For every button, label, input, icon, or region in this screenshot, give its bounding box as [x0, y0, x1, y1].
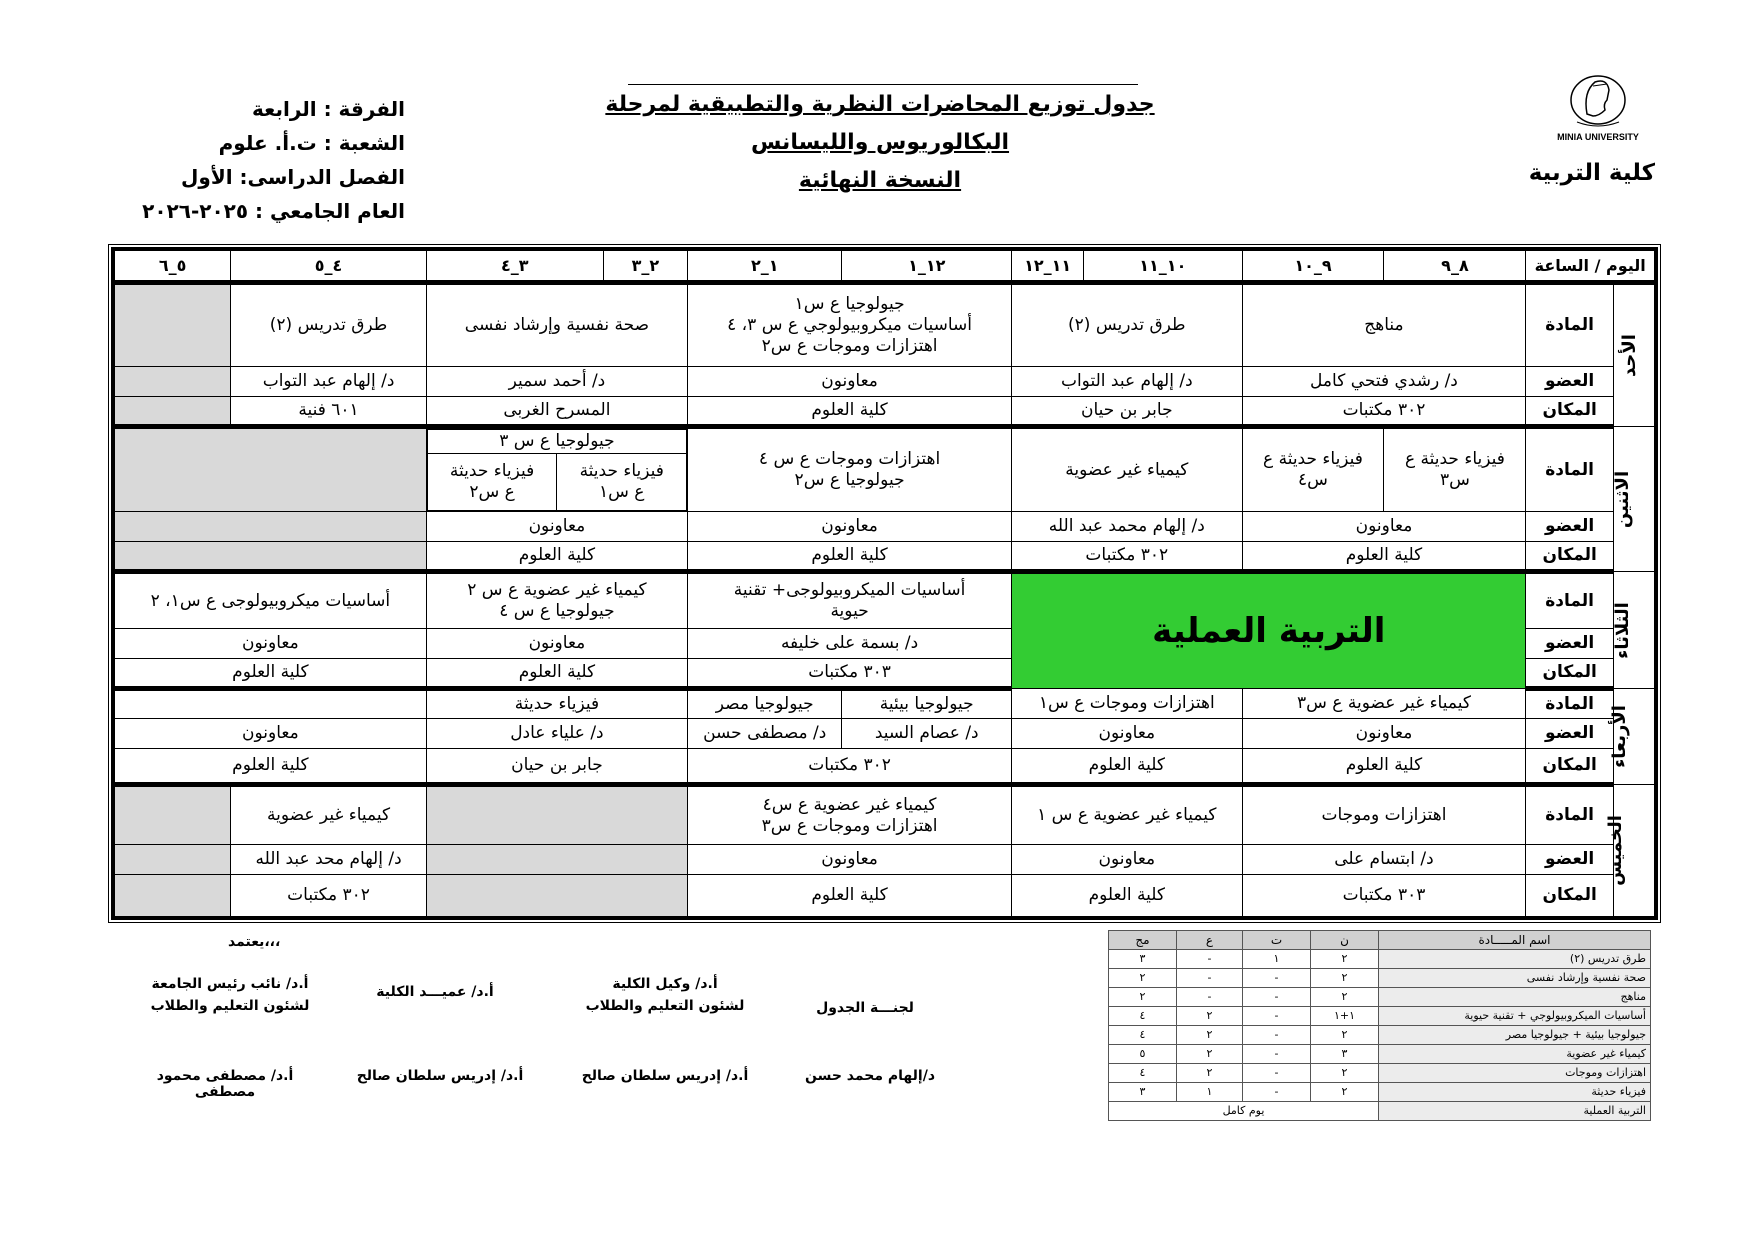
vice-dean-title-line2: لشئون التعليم والطلاب: [585, 998, 745, 1014]
table-row: صحة نفسية وإرشاد نفسى ٢ - - ٢: [1109, 969, 1651, 988]
thursday-subject-row: [115, 785, 1655, 845]
schedule-cell: ٣٠٢ مكتبات: [1242, 397, 1526, 427]
practical-education-block: التربية العملية: [1012, 571, 1526, 688]
schedule-cell: معاونون: [1012, 845, 1242, 875]
schedule-cell: اهتزازات وموجات: [1242, 785, 1526, 845]
time-slot: ١١_١٢: [1012, 251, 1084, 283]
wednesday-place-row: [115, 749, 1655, 785]
committee-title: لجنـــة الجدول: [816, 1000, 914, 1016]
empty-cell: [115, 689, 427, 719]
schedule-cell: معاونون: [688, 512, 1012, 542]
thursday-place-row: [115, 874, 1655, 916]
time-slot: ٢_٣: [603, 251, 687, 283]
time-slot: ٣_٤: [426, 251, 603, 283]
row-label: المادة: [1526, 785, 1613, 845]
title-rule: [628, 84, 1138, 85]
schedule-cell: د/ رشدي فتحي كامل: [1242, 367, 1526, 397]
thursday-member-row: [115, 845, 1655, 875]
row-label: العضو: [1526, 845, 1613, 875]
schedule-cell: فيزياء حديثة ع س٤: [1242, 427, 1384, 512]
schedule-cell: كيمياء غير عضوية: [1012, 427, 1242, 512]
row-label: المكان: [1526, 874, 1613, 916]
dean-title: أ.د/ عميـــد الكلية: [376, 984, 494, 1000]
time-slot: ٨_٩: [1384, 251, 1526, 283]
version-label: النسخة النهائية: [798, 168, 962, 193]
row-label: المكان: [1526, 659, 1613, 689]
schedule-cell: كلية العلوم: [1012, 749, 1242, 785]
split-cell: [426, 427, 687, 512]
schedule-cell: د/ إلهام عبد التواب: [231, 367, 426, 397]
approval-label: يعتمد،،،: [228, 934, 281, 950]
schedule-cell: ٣٠٣ مكتبات: [1242, 874, 1526, 916]
schedule-table: [111, 247, 1658, 920]
schedule-cell: د/ أحمد سمير: [426, 367, 687, 397]
schedule-cell: كلية العلوم: [688, 874, 1012, 916]
info-division: الشعبة : ت.أ. علوم: [218, 131, 405, 155]
college-name: كلية التربية: [1528, 160, 1655, 186]
schedule-cell: أساسيات الميكروبيولوجى+ تقنية حيوية: [688, 571, 1012, 628]
wednesday-subject-row: [115, 689, 1655, 719]
credits-grid: [1108, 930, 1651, 1121]
schedule-grid: [114, 250, 1655, 917]
time-slot: ١٠_١١: [1084, 251, 1242, 283]
monday-place-row: [115, 542, 1655, 572]
row-label: المادة: [1526, 283, 1613, 367]
schedule-cell: فيزياء حديثة ع س٢: [427, 454, 557, 511]
schedule-cell: مناهج: [1242, 283, 1526, 367]
schedule-cell: جيولوجيا بيئية: [842, 689, 1012, 719]
info-year: العام الجامعي : ٢٠٢٥-٢٠٢٦: [142, 199, 405, 223]
schedule-cell: معاونون: [1012, 719, 1242, 749]
day-tuesday: الثلاثاء: [1613, 571, 1654, 688]
schedule-cell: معاونون: [426, 629, 687, 659]
schedule-cell: جابر بن حيان: [1012, 397, 1242, 427]
table-row: مناهج ٢ - - ٢: [1109, 988, 1651, 1007]
row-label: المادة: [1526, 427, 1613, 512]
col-header: اسم المـــــادة: [1379, 931, 1651, 950]
table-row: التربية العملية يوم كامل: [1109, 1102, 1651, 1121]
schedule-cell: د/ بسمة على خليفه: [688, 629, 1012, 659]
row-label: المكان: [1526, 749, 1613, 785]
logo-text: MINIA UNIVERSITY: [1557, 132, 1639, 142]
credits-header-row: [1109, 931, 1651, 950]
schedule-cell: صحة نفسية وإرشاد نفسى: [426, 283, 687, 367]
table-row: فيزياء حديثة ٢ - ١ ٣: [1109, 1083, 1651, 1102]
schedule-cell: اهتزازات وموجات ع س١: [1012, 689, 1242, 719]
schedule-cell: كيمياء غير عضوية ع س ٢ جيولوجيا ع س ٤: [426, 571, 687, 628]
schedule-cell: كلية العلوم: [426, 542, 687, 572]
schedule-cell: معاونون: [115, 629, 427, 659]
table-row: طرق تدريس (٢) ٢ ١ - ٣: [1109, 950, 1651, 969]
schedule-cell: د/ إلهام محد عبد الله: [231, 845, 426, 875]
schedule-cell: معاونون: [688, 845, 1012, 875]
schedule-cell: ٣٠٢ مكتبات: [688, 749, 1012, 785]
empty-cell: [115, 427, 427, 512]
empty-cell: [115, 512, 427, 542]
schedule-cell: جيولوجيا ع س١ أساسيات ميكروبيولوجي ع س ٣، ٤ اهتزازات وموجات ع س٢: [688, 283, 1012, 367]
time-header-row: [115, 251, 1655, 283]
sunday-subject-row: [115, 283, 1655, 367]
schedule-cell: كلية العلوم: [1242, 749, 1526, 785]
schedule-cell: ٣٠٢ مكتبات: [1012, 542, 1242, 572]
day-thursday: الخميس: [1613, 785, 1654, 917]
time-slot: ٥_٦: [115, 251, 231, 283]
schedule-cell: معاونون: [426, 512, 687, 542]
empty-cell: [115, 542, 427, 572]
row-label: المادة: [1526, 689, 1613, 719]
vp-title-line2: لشئون التعليم والطلاب: [150, 998, 310, 1014]
schedule-cell: فيزياء حديثة: [426, 689, 687, 719]
row-label: العضو: [1526, 629, 1613, 659]
schedule-cell: كيمياء غير عضوية ع س٤ اهتزازات وموجات ع س٣: [688, 785, 1012, 845]
corner-cell: اليوم / الساعة: [1526, 251, 1655, 283]
schedule-cell: معاونون: [115, 719, 427, 749]
tuesday-subject-row: [115, 571, 1655, 628]
class-info: [110, 92, 405, 228]
info-semester: الفصل الدراسى: الأول: [181, 165, 405, 189]
empty-cell: [115, 785, 231, 845]
schedule-cell: معاونون: [688, 367, 1012, 397]
schedule-cell: كيمياء غير عضوية: [231, 785, 426, 845]
vp-title-line1: أ.د/ نائب رئيس الجامعة: [151, 976, 309, 992]
monday-member-row: [115, 512, 1655, 542]
schedule-cell: كيمياء غير عضوية ع س٣: [1242, 689, 1526, 719]
page-title: جدول توزيع المحاضرات النظرية والتطبيقية لمرحلة: [605, 92, 1155, 117]
empty-cell: [426, 845, 687, 875]
schedule-cell: د/ عصام السيد: [842, 719, 1012, 749]
committee-signatory: د/إلهام محمد حسن: [804, 1068, 936, 1084]
schedule-cell: اهتزازات وموجات ع س ٤ جيولوجيا ع س٢: [688, 427, 1012, 512]
vice-dean-title-line1: أ.د/ وكيل الكلية: [612, 976, 718, 992]
dean-signatory: أ.د/ إدريس سلطان صالح: [356, 1068, 524, 1084]
row-label: المكان: [1526, 542, 1613, 572]
col-header: مج: [1109, 931, 1177, 950]
vice-dean-signatory: أ.د/ إدريس سلطان صالح: [581, 1068, 749, 1084]
monday-subject-row: [115, 427, 1655, 512]
schedule-cell: كلية العلوم: [688, 542, 1012, 572]
schedule-cell: كلية العلوم: [426, 659, 687, 689]
row-label: المادة: [1526, 571, 1613, 628]
schedule-cell: د/ إلهام عبد التواب: [1012, 367, 1242, 397]
info-level: الفرقة : الرابعة: [252, 97, 405, 121]
schedule-cell: جابر بن حيان: [426, 749, 687, 785]
wednesday-member-row: [115, 719, 1655, 749]
row-label: العضو: [1526, 719, 1613, 749]
university-logo: [1548, 70, 1648, 150]
table-row: جيولوجيا بيئية + جيولوجيا مصر ٢ - ٢ ٤: [1109, 1026, 1651, 1045]
schedule-cell: كلية العلوم: [688, 397, 1012, 427]
schedule-cell: د/ مصطفى حسن: [688, 719, 842, 749]
schedule-cell: فيزياء حديثة ع س٣: [1384, 427, 1526, 512]
empty-cell: [426, 785, 687, 845]
day-sunday: الأحد: [1613, 283, 1654, 427]
col-header: ت: [1243, 931, 1311, 950]
sunday-member-row: [115, 367, 1655, 397]
schedule-cell: كلية العلوم: [115, 749, 427, 785]
schedule-cell: د/ ابتسام على: [1242, 845, 1526, 875]
schedule-cell: طرق تدريس (٢): [1012, 283, 1242, 367]
col-header: ع: [1177, 931, 1243, 950]
schedule-cell: د/ إلهام محمد عبد الله: [1012, 512, 1242, 542]
credit-hours-table: [1108, 930, 1650, 1121]
schedule-cell: معاونون: [1242, 512, 1526, 542]
schedule-cell: ٦٠١ فنية: [231, 397, 426, 427]
day-monday: الاثنين: [1613, 427, 1654, 572]
vice-dean-title: [570, 976, 760, 1014]
page-subtitle: البكالوريوس والليسانس: [750, 130, 1010, 155]
schedule-cell: معاونون: [1242, 719, 1526, 749]
row-label: العضو: [1526, 367, 1613, 397]
table-row: اهتزازات وموجات ٢ - ٢ ٤: [1109, 1064, 1651, 1083]
row-label: العضو: [1526, 512, 1613, 542]
empty-cell: [115, 367, 231, 397]
sunday-place-row: [115, 397, 1655, 427]
row-label: المكان: [1526, 397, 1613, 427]
schedule-cell: كلية العلوم: [115, 659, 427, 689]
schedule-cell: طرق تدريس (٢): [231, 283, 426, 367]
empty-cell: [115, 845, 231, 875]
schedule-cell: د/ علياء عادل: [426, 719, 687, 749]
table-row: أساسيات الميكروبيولوجي + تقنية حيوية ١+١ - ٢ ٤: [1109, 1007, 1651, 1026]
empty-cell: [426, 874, 687, 916]
schedule-cell: ٣٠٣ مكتبات: [688, 659, 1012, 689]
time-slot: ٤_٥: [231, 251, 426, 283]
schedule-cell: كلية العلوم: [1012, 874, 1242, 916]
schedule-cell: ٣٠٢ مكتبات: [231, 874, 426, 916]
time-slot: ٩_١٠: [1242, 251, 1384, 283]
empty-cell: [115, 874, 231, 916]
time-slot: ١_٢: [688, 251, 842, 283]
vice-president-title: [130, 976, 330, 1014]
time-slot: ١٢_١: [842, 251, 1012, 283]
nefertiti-logo-icon: [1563, 70, 1633, 132]
table-row: كيمياء غير عضوية ٣ - ٢ ٥: [1109, 1045, 1651, 1064]
schedule-cell: جيولوجيا ع س ٣: [427, 430, 686, 454]
schedule-cell: كلية العلوم: [1242, 542, 1526, 572]
schedule-cell: فيزياء حديثة ع س١: [557, 454, 687, 511]
schedule-cell: كيمياء غير عضوية ع س ١: [1012, 785, 1242, 845]
schedule-cell: المسرح الغربى: [426, 397, 687, 427]
empty-cell: [115, 397, 231, 427]
schedule-cell: أساسيات ميكروبيولوجى ع س١، ٢: [115, 571, 427, 628]
day-wednesday: الأربعاء: [1613, 689, 1654, 785]
schedule-cell: جيولوجيا مصر: [688, 689, 842, 719]
vice-president-signatory: أ.د/ مصطفى محمود مصطفى: [156, 1068, 294, 1100]
col-header: ن: [1311, 931, 1379, 950]
empty-cell: [115, 283, 231, 367]
